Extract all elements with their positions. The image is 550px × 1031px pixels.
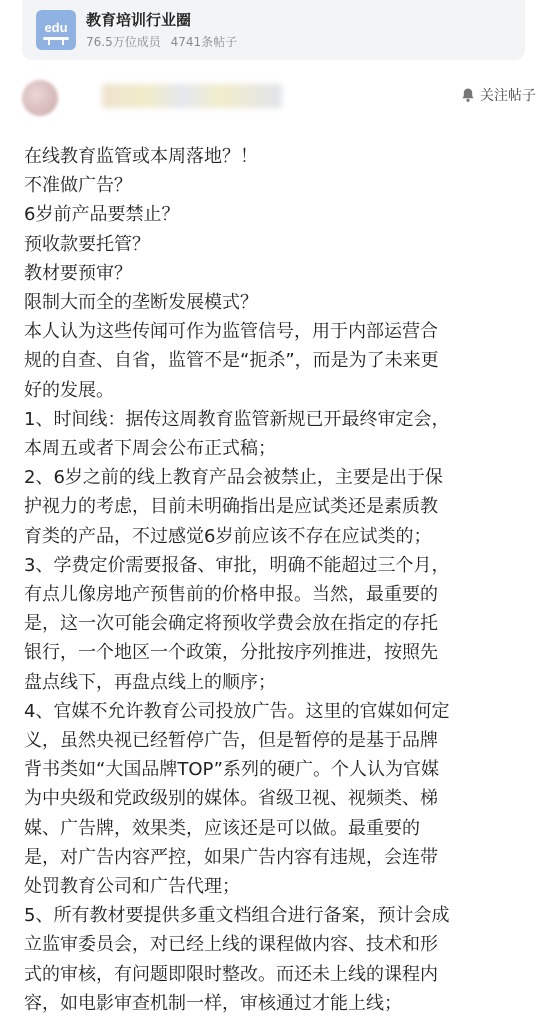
post-line: 限制大而全的垄断发展模式？ bbox=[24, 292, 258, 314]
post-line: 6岁前产品要禁止？ bbox=[24, 204, 180, 226]
post-line: 不准做广告？ bbox=[24, 175, 132, 197]
avatar[interactable] bbox=[22, 80, 58, 116]
post-line: 义，虽然央视已经暂停广告，但是暂停的是基于品牌 bbox=[24, 730, 438, 752]
circle-header-card[interactable] bbox=[22, 0, 525, 60]
post-line: 本周五或者下周会公布正式稿； bbox=[24, 438, 276, 460]
circle-logo-text: edu bbox=[44, 20, 68, 35]
post-line: 处罚教育公司和广告代理； bbox=[24, 876, 240, 898]
post-line: 是，对广告内容严控，如果广告内容有违规，会连带 bbox=[24, 846, 438, 868]
post-line: 规的自查、自省，监管不是“扼杀”，而是为了未来更 bbox=[24, 350, 439, 372]
post-line: 有点儿像房地产预售前的价格申报。当然，最重要的 bbox=[24, 584, 438, 606]
post-line: 1、时间线：据传这周教育监管新规已开最终审定会， bbox=[24, 408, 450, 430]
post-line: 本人认为这些传闻可作为监管信号，用于内部运营合 bbox=[24, 321, 438, 343]
post-line: 好的发展。 bbox=[24, 379, 114, 401]
logo-legs bbox=[48, 40, 64, 45]
post-line: 为中央级和党政级别的媒体。省级卫视、视频类、梯 bbox=[24, 788, 438, 810]
bell-icon bbox=[460, 87, 476, 103]
circle-info bbox=[86, 10, 237, 50]
circle-posts: 4741条帖子 bbox=[170, 35, 238, 49]
circle-name: 教育培训行业圈 bbox=[86, 11, 192, 29]
post-line: 3、学费定价需要报备、审批，明确不能超过三个月， bbox=[24, 554, 450, 576]
post-line: 银行，一个地区一个政策，分批按序列推进，按照先 bbox=[24, 642, 438, 664]
post-line: 式的审核，有问题即限时整改。而还未上线的课程内 bbox=[24, 963, 438, 985]
follow-post-label: 关注帖子 bbox=[480, 88, 536, 104]
author-row bbox=[22, 80, 536, 116]
edu-circle-logo-icon bbox=[36, 10, 76, 50]
follow-post-button[interactable] bbox=[460, 85, 536, 105]
post-line: 立监审委员会，对已经上线的课程做内容、技术和形 bbox=[24, 934, 438, 956]
post-body bbox=[24, 142, 534, 1018]
username-redacted[interactable] bbox=[102, 84, 282, 108]
circle-stats bbox=[86, 33, 237, 50]
post-line: 媒、广告牌，效果类，应该还是可以做。最重要的 bbox=[24, 817, 420, 839]
post-line: 背书类如“大国品牌TOP”系列的硬广。个人认为官媒 bbox=[24, 759, 439, 781]
circle-members: 76.5万位成员 bbox=[86, 35, 161, 49]
post-line: 盘点线下，再盘点线上的顺序； bbox=[24, 671, 276, 693]
post-line: 容，如电影审查机制一样，审核通过才能上线； bbox=[24, 992, 402, 1014]
post-line: 2、6岁之前的线上教育产品会被禁止，主要是出于保 bbox=[24, 467, 443, 489]
post-line: 4、官媒不允许教育公司投放广告。这里的官媒如何定 bbox=[24, 700, 450, 722]
post-line: 是，这一次可能会确定将预收学费会放在指定的存托 bbox=[24, 613, 438, 635]
post-line: 教材要预审？ bbox=[24, 262, 132, 284]
post-line: 育类的产品，不过感觉6岁前应该不存在应试类的； bbox=[24, 525, 432, 547]
post-line: 预收款要托管？ bbox=[24, 233, 150, 255]
post-line: 5、所有教材要提供多重文档组合进行备案，预计会成 bbox=[24, 905, 450, 927]
post-line: 护视力的考虑，目前未明确指出是应试类还是素质教 bbox=[24, 496, 438, 518]
post-line: 在线教育监管或本周落地？！ bbox=[24, 146, 258, 167]
